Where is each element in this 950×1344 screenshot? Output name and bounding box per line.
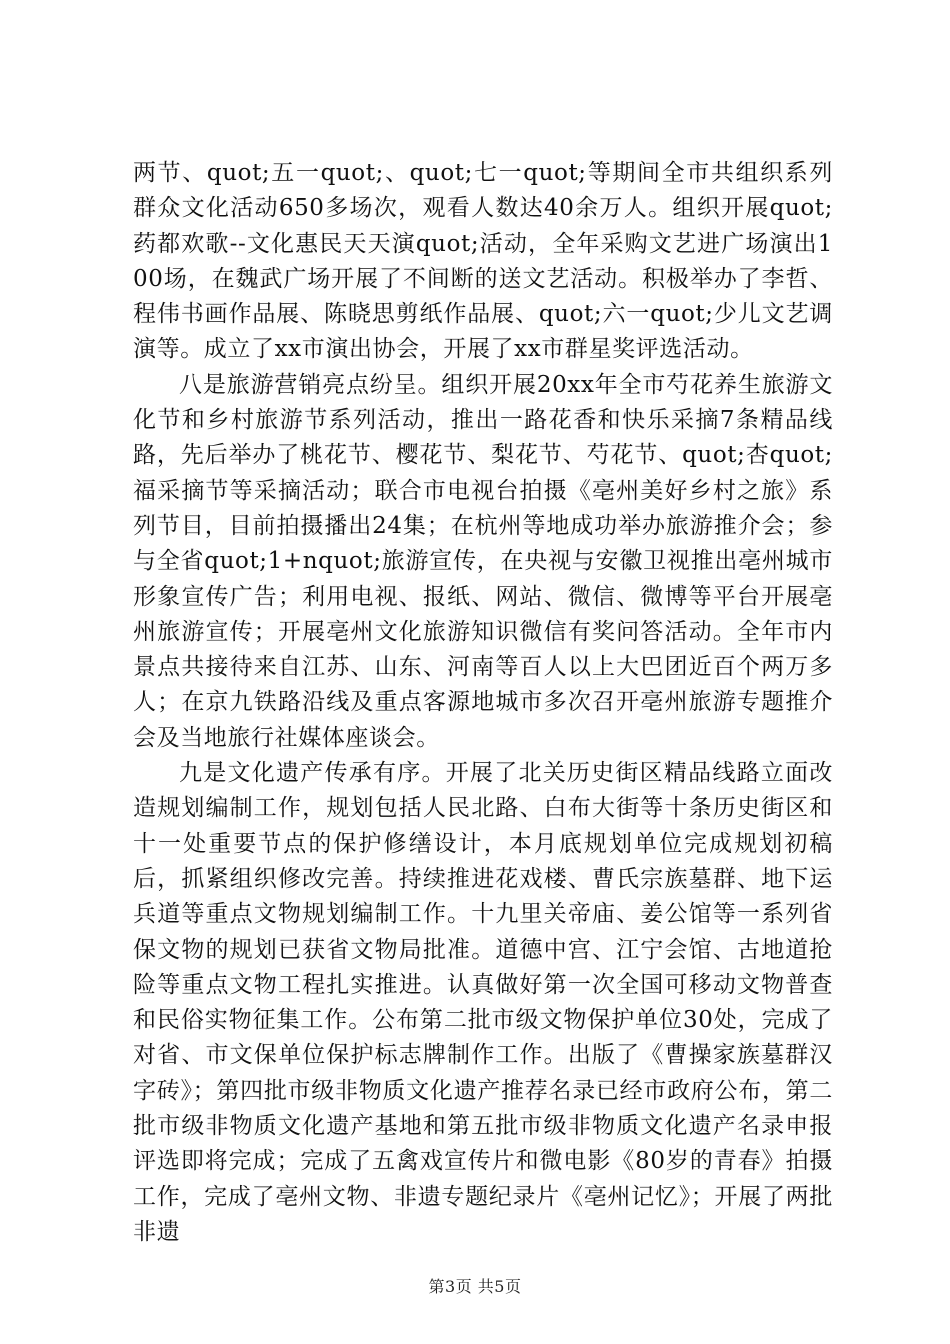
paragraph-tourism-marketing: 八是旅游营销亮点纷呈。组织开展20xx年全市芍花养生旅游文化节和乡村旅游节系列活动，推出一路花香和快乐采摘7条精品线路，先后举办了桃花节、樱花节、梨花节、芍花节、quot;杏quot;福采摘节等采摘活动；联合市电视台拍摄《亳州美好乡村之旅》系列节目，目前拍摄播出24集；在杭州等地成功举办旅游推介会；参与全省quot;1+nquot;旅游宣传，在央视与安徽卫视推出亳州城市形象宣传广告；利用电视、报纸、网站、微信、微博等平台开展亳州旅游宣传；开展亳州文化旅游知识微信有奖问答活动。全年市内景点共接待来自江苏、山东、河南等百人以上大巴团近百个两万多人；在京九铁路沿线及重点客源地城市多次召开亳州旅游专题推介会及当地旅行社媒体座谈会。 [133,371,833,751]
body-text [133,156,833,1250]
paragraph-cultural-activities: 两节、quot;五一quot;、quot;七一quot;等期间全市共组织系列群众文化活动650多场次，观看人数达40余万人。组织开展quot;药都欢歌--文化惠民天天演quot;活动，全年采购文艺进广场演出100场，在魏武广场开展了不间断的送文艺活动。积极举办了李哲、程伟书画作品展、陈晓思剪纸作品展、quot;六一quot;少儿文艺调演等。成立了xx市演出协会，开展了xx市群星奖评选活动。 [133,160,833,363]
paragraph-cultural-heritage: 九是文化遗产传承有序。开展了北关历史街区精品线路立面改造规划编制工作，规划包括人民北路、白布大街等十条历史街区和十一处重要节点的保护修缮设计，本月底规划单位完成规划初稿后，抓紧组织修改完善。持续推进花戏楼、曹氏宗族墓群、地下运兵道等重点文物规划编制工作。十九里关帝庙、姜公馆等一系列省保文物的规划已获省文物局批准。道德中宫、江宁会馆、古地道抢险等重点文物工程扎实推进。认真做好第一次全国可移动文物普查和民俗实物征集工作。公布第二批市级文物保护单位30处，完成了对省、市文保单位保护标志牌制作工作。出版了《曹操家族墓群汉字砖》；第四批市级非物质文化遗产推荐名录已经市政府公布，第二批市级非物质文化遗产基地和第五批市级非物质文化遗产名录申报评选即将完成；完成了五禽戏宣传片和微电影《80岁的青春》拍摄工作，完成了亳州文物、非遗专题纪录片《亳州记忆》；开展了两批非遗 [133,760,833,1245]
page-footer: 第3页 共5页 [428,1277,522,1296]
